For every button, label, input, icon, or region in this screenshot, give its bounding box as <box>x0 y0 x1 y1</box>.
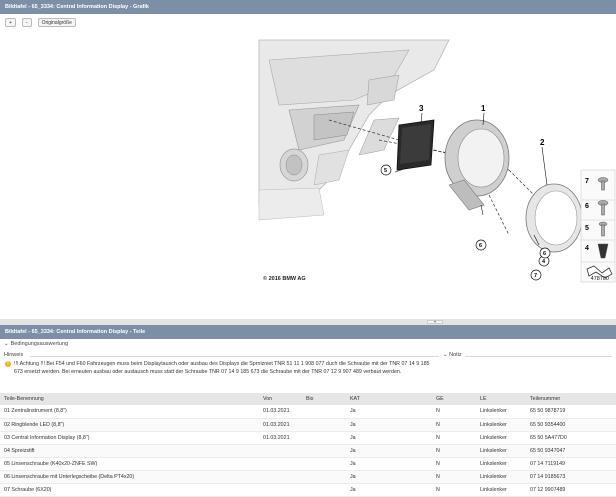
cell-to <box>302 470 346 483</box>
parts-table <box>0 393 616 497</box>
callout-2: 2 <box>540 138 545 147</box>
condition-section-toggle[interactable] <box>0 339 616 348</box>
table-row[interactable] <box>0 470 616 483</box>
callout-6: 6 <box>479 243 483 249</box>
cell-le: Linkslenker <box>480 473 507 480</box>
cell-ge: N <box>436 421 440 428</box>
parts-panel <box>0 325 616 497</box>
graphic-panel-title: Bildtafel - 65_3334: Central Information Display - Grafik <box>0 0 616 14</box>
cell-partnumber: 07 14 9185673 <box>530 473 566 480</box>
col-header-name[interactable]: Teile-Benennung <box>4 396 44 402</box>
col-header-from[interactable]: Von <box>263 396 273 402</box>
cell-le: Linkslenker <box>480 447 507 454</box>
cell-partnumber: 65 50 9347047 <box>530 447 566 454</box>
cell-le: Linkslenker <box>480 408 507 415</box>
table-header-row <box>0 393 616 405</box>
cell-to <box>302 444 346 457</box>
table-row[interactable] <box>0 431 616 444</box>
chevron-down-icon: ⌄ <box>4 340 9 347</box>
instrument-ring <box>445 120 509 210</box>
cell-ge: N <box>436 473 440 480</box>
cell-from: 01.03.2021 <box>263 434 290 441</box>
parts-panel-title: Bildtafel - 65_3334: Central Information Display - Teile <box>0 325 616 339</box>
panel-splitter[interactable] <box>0 319 616 325</box>
cell-kat: Ja <box>350 447 356 454</box>
cell-to <box>302 405 346 418</box>
splitter-grip-icon[interactable]: ▾ <box>427 320 443 324</box>
legend-num-5: 5 <box>585 225 589 232</box>
cell-name: 04 Spreizstift <box>4 447 35 454</box>
cell-from: 01.03.2021 <box>263 408 290 415</box>
cell-ge: N <box>436 486 440 493</box>
col-header-partnumber[interactable]: Teilenummer <box>530 396 561 402</box>
table-row[interactable] <box>0 418 616 431</box>
cell-kat: Ja <box>350 460 356 467</box>
cell-partnumber: 65 50 9878719 <box>530 408 566 415</box>
cell-ge: N <box>436 460 440 467</box>
graphic-area <box>0 30 616 288</box>
col-header-kat[interactable]: KAT <box>350 396 360 402</box>
cell-to <box>302 431 346 444</box>
cell-kat: Ja <box>350 408 356 415</box>
legend-num-7: 7 <box>585 178 589 185</box>
condition-header: Bedingungsauswertung <box>10 340 69 347</box>
cell-partnumber: 07 14 7119149 <box>530 460 565 467</box>
cell-name: 05 Linsenschraube (K40x20-ZNFE SW) <box>4 460 98 467</box>
cell-name: 03 Central Information Display (8,8") <box>4 434 90 441</box>
cell-from <box>259 470 302 483</box>
cell-name: 06 Linsenschraube mit Unterlegscheibe (Delta PT4x20) <box>4 473 135 480</box>
cell-ge: N <box>436 447 440 454</box>
cell-le: Linkslenker <box>480 434 507 441</box>
cell-ge: N <box>436 408 440 415</box>
callout-1: 1 <box>481 104 486 113</box>
hint-box <box>0 360 440 388</box>
exploded-view-drawing <box>259 40 615 288</box>
cell-name: 02 Ringblende LED (8,8") <box>4 421 65 428</box>
cell-partnumber: 65 50 9354400 <box>530 421 566 428</box>
hint-text: !!! Achtung !!! Bei F54 und F60 Fahrzeugen muss beim Displaytausch oder ausbau des Displays die Sprnizniet TNR 51 11 1 908 077 duch die Schraube mit der TNR 07 14 9 185 673 ersetzt werden. Bei erneuten ausbau oder austausch muss statt der Schraube TNR 07 14 9 185 673 die Schraube mit der TNR 07 12 9 907 489 verbaut werden. <box>14 361 430 375</box>
copyright-label: © 2016 BMW AG <box>263 276 306 282</box>
cell-kat: Ja <box>350 421 356 428</box>
cell-from <box>259 444 302 457</box>
cell-partnumber: 65 50 5A477D0 <box>530 434 567 441</box>
hint-header: Hinweis <box>4 352 24 358</box>
cell-to <box>302 418 346 431</box>
cell-to <box>302 483 346 496</box>
cell-from <box>259 457 302 470</box>
table-row[interactable] <box>0 405 616 418</box>
legend-num-6: 6 <box>585 203 589 210</box>
cell-kat: Ja <box>350 473 356 480</box>
cell-from <box>259 483 302 496</box>
cell-from: 01.03.2021 <box>263 421 290 428</box>
cell-name: 01 Zentralinstrument (8,8") <box>4 408 67 415</box>
image-id-label: 478780 <box>590 276 609 282</box>
cell-le: Linkslenker <box>480 421 507 428</box>
legend-num-4: 4 <box>585 245 589 252</box>
hint-divider <box>30 356 439 357</box>
chevron-down-icon: ⌄ <box>443 352 450 358</box>
cell-partnumber: 07 12 9907489 <box>530 486 566 493</box>
table-row[interactable] <box>0 457 616 470</box>
cell-to <box>302 457 346 470</box>
zoom-in-button[interactable]: + <box>5 18 16 27</box>
original-size-button[interactable]: Originalgröße <box>38 18 76 27</box>
cell-le: Linkslenker <box>480 486 507 493</box>
parts-illustration[interactable] <box>259 40 615 288</box>
col-header-le[interactable]: LE <box>480 396 487 402</box>
col-header-ge[interactable]: GE <box>436 396 444 402</box>
cell-kat: Ja <box>350 434 356 441</box>
cell-le: Linkslenker <box>480 460 507 467</box>
cell-ge: N <box>436 434 440 441</box>
callout-3: 3 <box>419 104 424 113</box>
table-row[interactable] <box>0 444 616 457</box>
callout-5: 5 <box>384 168 388 174</box>
callout-6b: 6 <box>543 251 547 257</box>
table-row[interactable] <box>0 483 616 496</box>
col-header-to[interactable]: Bis <box>306 396 314 402</box>
note-header: Notiz <box>449 352 462 358</box>
cell-name: 07 Schraube (6X20) <box>4 486 52 493</box>
callout-4: 4 <box>542 259 546 265</box>
zoom-out-button[interactable]: - <box>22 18 32 27</box>
note-header-toggle[interactable] <box>443 352 462 358</box>
callout-7: 7 <box>534 273 538 279</box>
warning-icon: ! <box>5 361 11 367</box>
hint-note-headers <box>0 350 616 360</box>
graphic-toolbar <box>0 15 616 30</box>
note-divider <box>465 356 612 357</box>
cell-kat: Ja <box>350 486 356 493</box>
